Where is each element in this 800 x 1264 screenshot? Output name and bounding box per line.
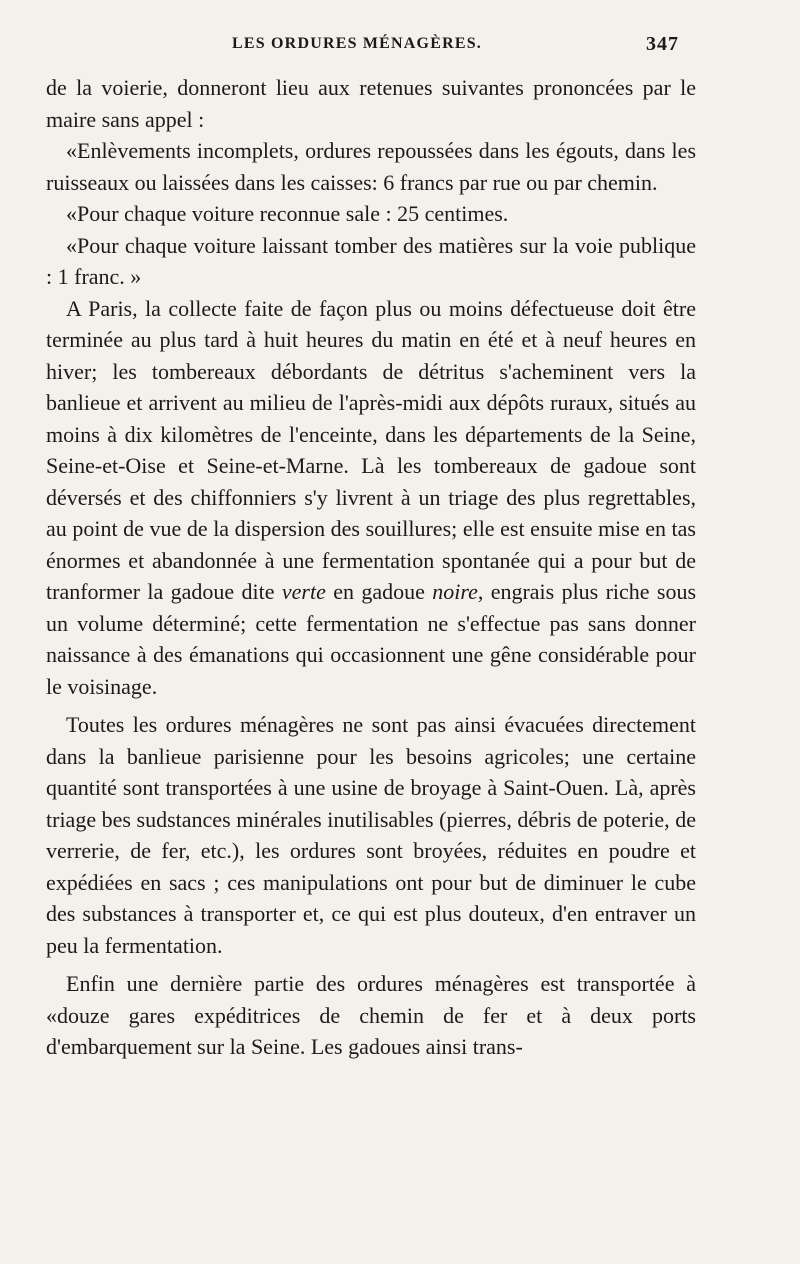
body-text [46, 72, 696, 1063]
page-header [0, 33, 800, 61]
quoted-penalty-incomplete-removal: «Enlèvements incomplets, ordures repoussées dans les égouts, dans les ruisseaux ou laissées dans les caisses: 6 francs par rue ou par chemin. [46, 138, 696, 195]
paragraph-paris-collection [46, 293, 696, 703]
paris-collection-text-end: , engrais plus riche sous un volume déterminé; cette fermentation ne s'effectue pas sans donner naissance à des émanations qui occasionnent une gêne considérable pour le voisinage. [46, 579, 697, 699]
paris-collection-text-start: A Paris, la collecte faite de façon plus ou moins défectueuse doit être terminée au plus tard à huit heures du matin en été et à neuf heures en hiver; les tombereaux débordants de détritus s'acheminent vers la banlieue et arrivent au milieu de l'après-midi aux dépôts ruraux, situés au moins à dix kilomètres de l'enceinte, dans les départements de la Seine, Seine-et-Oise et Seine-et-Marne. Là les tombereaux de gadoue sont déversés et des chiffonniers s'y livrent à un triage des plus regrettables, au point de vue de la dispersion des souillures; elle est ensuite mise en tas énormes et abandonnée à une fermentation spontanée qui a pour but de tranformer la gadoue dite [46, 295, 696, 604]
quoted-penalty-dirty-vehicle: «Pour chaque voiture reconnue sale : 25 centimes. [66, 201, 509, 226]
paragraph-continuation: de la voierie, donneront lieu aux retenues suivantes prononcées par le maire sans appel : [46, 75, 696, 132]
paris-collection-text-middle: en gadoue [333, 579, 425, 604]
italic-word-verte: verte [281, 579, 326, 604]
paragraph-saint-ouen: Toutes les ordures ménagères ne sont pas ainsi évacuées directement dans la banlieue parisienne pour les besoins agricoles; une certaine quantité sont transportées à une usine de broyage à Saint-Ouen. Là, après triage bes sudstances minérales inutilisables (pierres, débris de poterie, de verrerie, de fer, etc.), les ordures sont broyées, réduites en poudre et expédiées en sacs ; ces manipulations ont pour but de diminuer le cube des substances à transporter et, ce qui est plus douteux, d'en entraver un peu la fermentation. [46, 712, 696, 958]
quoted-penalty-spilled-material: «Pour chaque voiture laissant tomber des matières sur la voie publique : 1 franc. » [46, 232, 696, 289]
paragraph-final-transport: Enfin une dernière partie des ordures ménagères est transportée à «douze gares expéditrices de chemin de fer et à deux ports d'embarquement sur la Seine. Les gadoues ainsi trans- [46, 971, 696, 1059]
running-head: LES ORDURES MÉNAGÈRES. [232, 35, 483, 52]
page-number: 347 [646, 33, 679, 55]
italic-word-noire: noire [432, 579, 478, 604]
